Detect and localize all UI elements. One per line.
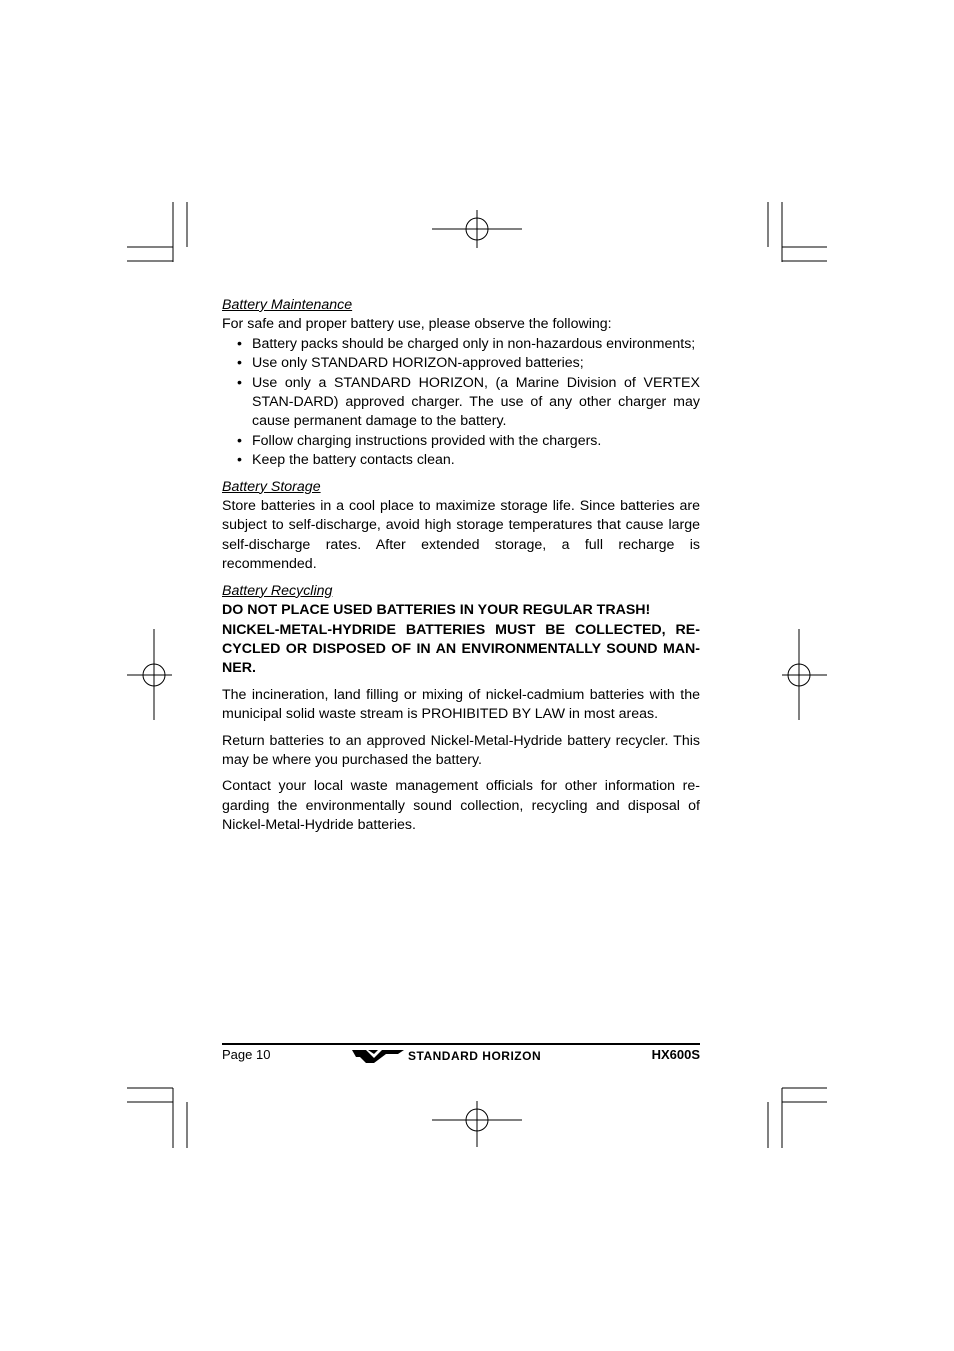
battery-storage-section <box>222 478 700 575</box>
page-content <box>222 296 700 836</box>
list-item: • Battery packs should be charged only in non-hazardous environments; <box>222 335 700 354</box>
list-item: • Use only a STANDARD HORIZON, (a Marine Division of VERTEX STAN-DARD) approved charger. The use of any other charger may cause permanent damage to the battery. <box>222 374 700 432</box>
recycling-paragraph: The incineration, land filling or mixing of nickel-cadmium batteries with the municipal solid waste stream is PROHIBITED BY LAW in most areas. <box>222 686 700 723</box>
model-number: HX600S <box>651 1047 700 1062</box>
footer-divider <box>222 1043 700 1045</box>
maintenance-heading: Battery Maintenance <box>222 297 353 313</box>
recycling-heading: Battery Recycling <box>222 582 333 599</box>
storage-text: Store batteries in a cool place to maximize storage life. Since batteries are subject to self-discharge, avoid high storage temperatures that cause large self-discharge rates. After extended storage, a full recharge is recommended. <box>222 498 700 573</box>
battery-maintenance-section <box>222 296 700 471</box>
recycling-warning-line1: DO NOT PLACE USED BATTERIES IN YOUR REGULAR TRASH! <box>222 602 651 619</box>
storage-heading: Battery Storage <box>222 478 321 495</box>
brand-logo <box>352 1046 541 1066</box>
brand-name: STANDARD HORIZON <box>408 1049 542 1063</box>
recycling-paragraph: Contact your local waste management officials for other information re-garding the environmentally sound collection, recycling and disposal of Nickel-Metal-Hydride batteries. <box>222 778 700 834</box>
list-item: • Keep the battery contacts clean. <box>222 451 700 470</box>
recycling-paragraph: Return batteries to an approved Nickel-Metal-Hydride battery recycler. This may be where you purchased the battery. <box>222 732 700 768</box>
list-item: • Use only STANDARD HORIZON-approved batteries; <box>222 354 700 373</box>
recycling-warning-line2: NICKEL-METAL-HYDRIDE BATTERIES MUST BE COLLECTED, RE-CYCLED OR DISPOSED OF IN AN ENVIRONMENTALLY SOUND MAN-NER. <box>222 621 700 677</box>
maintenance-intro: For safe and proper battery use, please observe the following: <box>222 316 612 333</box>
maintenance-list <box>222 335 700 471</box>
page-number: Page 10 <box>222 1047 271 1062</box>
list-item: • Follow charging instructions provided with the chargers. <box>222 432 700 451</box>
brand-mark-icon <box>352 1048 404 1064</box>
battery-recycling-section <box>222 582 700 836</box>
